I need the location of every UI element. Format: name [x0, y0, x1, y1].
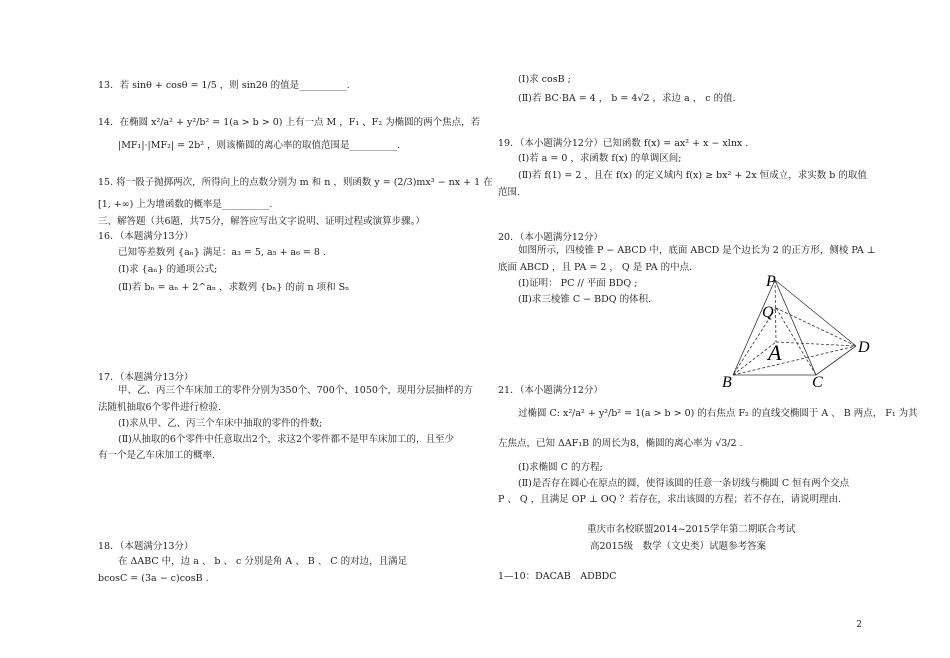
question-21-line-1: 过椭圆 C: x²/a² + y²/b² = 1(a > b > 0) 的右焦点 F₂ 的直线交椭圆于 A 、 B 两点， F₁ 为其 — [518, 408, 918, 419]
question-18-part-2: (Ⅱ)若 BC·BA = 4 ， b = 4√2 ，求边 a ， c 的值. — [518, 93, 736, 104]
question-16-line-1: 已知等差数列 {aₙ} 满足：a₃ = 5, a₅ + a₆ = 8 . — [118, 247, 326, 258]
question-17-line-1: 甲、乙、丙三个车床加工的零件分别为350个、700个、1050个，现用分层抽样的方 — [118, 385, 473, 396]
figure-label-c: C — [812, 374, 823, 391]
figure-label-d: D — [858, 339, 870, 356]
question-19-line-4: 范围. — [498, 187, 521, 198]
question-16-line-2: (Ⅰ)求 {aₙ} 的通项公式; — [118, 264, 218, 275]
question-14-line-2: |MF₁|·|MF₂| = 2b² ，则该椭圆的离心率的取值范围是__________. — [118, 140, 401, 151]
question-17-line-2: 法随机抽取6个零件进行检验. — [98, 402, 222, 413]
question-14-line-1: 14．在椭圆 x²/a² + y²/b² = 1(a > b > 0) 上有一点 M ，F₁ 、F₂ 为椭圆的两个焦点，若 — [98, 117, 481, 128]
question-18-part-1: (Ⅰ)求 cosB ; — [518, 74, 571, 85]
question-20-line-1: 如图所示，四棱锥 P − ABCD 中，底面 ABCD 是个边长为 2 的正方形，侧棱 PA ⊥ — [518, 245, 876, 256]
question-21-line-4: (Ⅱ)是否存在圆心在原点的圆，使得该圆的任意一条切线与椭圆 C 恒有两个交点 — [518, 478, 850, 489]
question-16-line-3: (Ⅱ)若 bₙ = aₙ + 2^aₙ ，求数列 {bₙ} 的前 n 项和 Sₙ — [118, 282, 350, 293]
answer-key-subtitle: 高2015级 数学（文史类）试题参考答案 — [590, 541, 767, 552]
page-number: 2 — [856, 620, 862, 630]
figure-label-b: B — [722, 374, 732, 391]
question-19-line-3: (Ⅱ)若 f(1) = 2 ，且在 f(x) 的定义域内 f(x) ≥ bx² + 2x 恒成立，求实数 b 的取值 — [518, 170, 867, 181]
question-17-line-3: (Ⅰ)求从甲、乙、丙三个车床中抽取的零件的件数; — [118, 418, 323, 429]
question-19-line-1: 19．（本小题满分12分）已知函数 f(x) = ax² + x − xlnx . — [498, 138, 749, 149]
question-18-line-1: 在 ΔABC 中，边 a 、 b 、 c 分别是角 A 、 B 、 C 的对边，且满足 — [118, 556, 408, 567]
section-heading-solutions: 三、解答题（共6题，共75分，解答应写出文字说明、证明过程或演算步骤。） — [98, 216, 425, 227]
question-21-heading: 21．（本小题满分12分） — [498, 385, 603, 396]
figure-label-a: A — [768, 340, 782, 365]
question-20-line-4: (Ⅱ)求三棱锥 C − BDQ 的体积. — [518, 294, 652, 305]
question-20-line-3: (Ⅰ)证明： PC // 平面 BDQ ; — [518, 278, 638, 289]
question-17-line-5: 有一个是乙车床加工的概率. — [98, 450, 216, 461]
answer-key-title: 重庆市名校联盟2014~2015学年第二期联合考试 — [587, 524, 796, 535]
answer-key-choices: 1—10：DACAB ADBDC — [498, 571, 617, 582]
question-20-heading: 20．（本小题满分12分） — [498, 232, 603, 243]
question-17-line-4: (Ⅱ)从抽取的6个零件中任意取出2个，求这2个零件都不是甲车床加工的，且至少 — [118, 434, 455, 445]
question-20-line-2: 底面 ABCD ，且 PA = 2 ， Q 是 PA 的中点. — [498, 262, 693, 273]
question-21-line-3: (Ⅰ)求椭圆 C 的方程; — [518, 462, 603, 473]
question-13: 13．若 sinθ + cosθ = 1/5 ，则 sin2θ 的值是__________. — [98, 80, 350, 91]
question-17-heading: 17．（本题满分13分） — [98, 372, 194, 383]
question-15-line-2: [1, +∞) 上为增函数的概率是__________. — [98, 199, 273, 210]
pyramid-figure — [722, 272, 870, 392]
question-21-line-5: P 、 Q ，且满足 OP ⊥ OQ ？若存在，求出该圆的方程；若不存在，请说明理由. — [498, 494, 842, 505]
question-19-line-2: (Ⅰ)若 a = 0 ，求函数 f(x) 的单调区间; — [518, 153, 682, 164]
question-15-line-1: 15. 将一骰子抛掷两次，所得向上的点数分别为 m 和 n ，则函数 y = (2/3)mx³ − nx + 1 在 — [98, 177, 493, 188]
figure-label-p: P — [766, 273, 776, 290]
question-21-line-2: 左焦点，已知 ΔAF₁B 的周长为8，椭圆的离心率为 √3/2 . — [498, 438, 743, 449]
question-18-heading: 18．（本题满分13分） — [98, 541, 194, 552]
question-16-heading: 16．（本题满分13分） — [98, 231, 194, 242]
question-18-line-2: bcosC = (3a − c)cosB . — [98, 573, 209, 584]
figure-label-q: Q — [762, 304, 774, 321]
